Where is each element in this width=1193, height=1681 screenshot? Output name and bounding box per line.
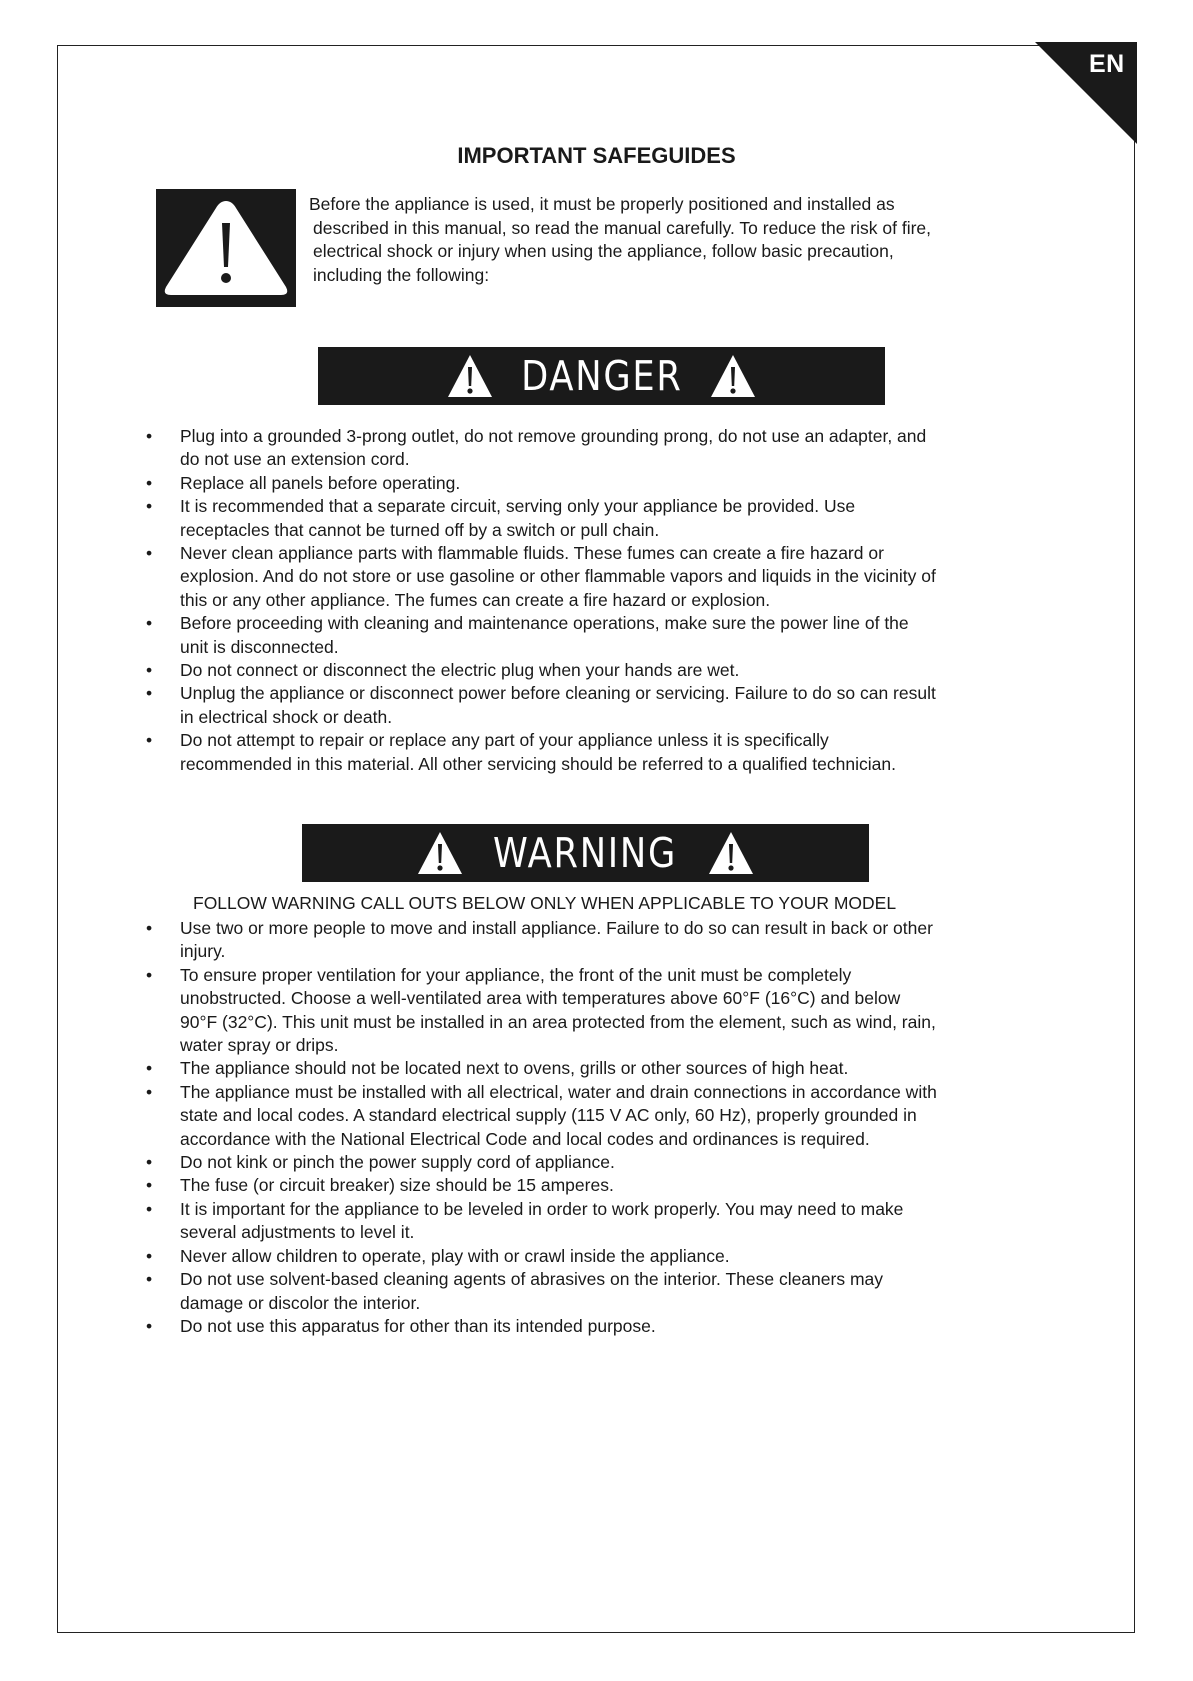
item-line: Replace all panels before operating.: [180, 472, 461, 493]
bullet: •: [146, 660, 153, 681]
list-item: [146, 917, 937, 964]
warning-triangle-icon: [709, 353, 757, 399]
bullet: •: [146, 496, 153, 517]
item-line: Unplug the appliance or disconnect power before cleaning or servicing. Failure to do so can result: [180, 683, 936, 704]
warning-banner: [302, 824, 869, 882]
warning-label: WARNING: [493, 829, 678, 877]
list-item: [146, 729, 936, 776]
page-title: IMPORTANT SAFEGUIDES: [457, 143, 736, 168]
bullet: •: [146, 1245, 153, 1266]
intro-line: electrical shock or injury when using the appliance, follow basic precaution,: [313, 241, 894, 261]
bullet: •: [146, 1152, 153, 1173]
caution-icon: [156, 189, 296, 307]
bullet: •: [146, 1198, 153, 1219]
list-item: [146, 682, 936, 729]
item-line: Never clean appliance parts with flammable fluids. These fumes can create a fire hazard or: [180, 543, 884, 564]
list-item: [146, 964, 937, 1058]
list-item: [146, 1081, 937, 1151]
bullet: •: [146, 1058, 153, 1079]
warning-subheading: FOLLOW WARNING CALL OUTS BELOW ONLY WHEN APPLICABLE TO YOUR MODEL: [193, 893, 897, 913]
list-item: [146, 1198, 937, 1245]
danger-list: [146, 425, 936, 776]
list-item: [146, 659, 936, 682]
bullet: •: [146, 613, 153, 634]
list-item: [146, 425, 936, 472]
intro-line: including the following:: [313, 264, 490, 285]
intro-line: Before the appliance is used, it must be properly positioned and installed as: [309, 194, 895, 214]
warning-triangle-icon: [446, 353, 494, 399]
item-line: accordance with the National Electrical Code and local codes and ordinances is required.: [180, 1128, 870, 1149]
danger-label: DANGER: [520, 352, 683, 400]
item-line: damage or discolor the interior.: [180, 1292, 421, 1313]
list-item: [146, 1315, 937, 1338]
item-line: The fuse (or circuit breaker) size should be 15 amperes.: [180, 1175, 614, 1196]
item-line: receptacles that cannot be turned off by a switch or pull chain.: [180, 519, 660, 540]
list-item: [146, 472, 936, 495]
bullet: •: [146, 964, 153, 985]
bullet: •: [146, 543, 153, 564]
item-line: Use two or more people to move and install appliance. Failure to do so can result in back or other: [180, 918, 933, 938]
list-item: [146, 1268, 937, 1315]
item-line: Plug into a grounded 3-prong outlet, do not remove grounding prong, do not use an adapter, and: [180, 426, 927, 446]
item-line: several adjustments to level it.: [180, 1222, 415, 1243]
warning-triangle-icon: [416, 830, 464, 876]
bullet: •: [146, 1269, 153, 1290]
bullet: •: [146, 472, 153, 493]
list-item: [146, 495, 936, 542]
list-item: [146, 1174, 937, 1197]
item-line: do not use an extension cord.: [180, 449, 410, 470]
item-line: unit is disconnected.: [180, 636, 339, 657]
bullet: •: [146, 918, 153, 938]
language-label: EN: [1089, 50, 1125, 78]
item-line: Do not kink or pinch the power supply cord of appliance.: [180, 1152, 615, 1173]
bullet: •: [146, 730, 153, 751]
item-line: 90°F (32°C). This unit must be installed in an area protected from the element, such as wind, rain,: [180, 1011, 936, 1032]
item-line: Do not attempt to repair or replace any part of your appliance unless it is specifically: [180, 730, 829, 751]
list-item: [146, 612, 936, 659]
bullet: •: [146, 1175, 153, 1196]
warning-list: [146, 917, 937, 1338]
item-line: To ensure proper ventilation for your appliance, the front of the unit must be completely: [180, 964, 852, 985]
item-line: Do not use solvent-based cleaning agents of abrasives on the interior. These cleaners may: [180, 1269, 884, 1290]
list-item: [146, 1057, 937, 1080]
intro-paragraph: [309, 193, 1039, 287]
item-line: unobstructed. Choose a well-ventilated area with temperatures above 60°F (16°C) and below: [180, 988, 901, 1009]
warning-triangle-icon: [707, 830, 755, 876]
list-item: [146, 542, 936, 612]
item-line: this or any other appliance. The fumes can create a fire hazard or explosion.: [180, 589, 771, 610]
item-line: The appliance must be installed with all electrical, water and drain connections in accordance with: [180, 1081, 937, 1102]
item-line: state and local codes. A standard electrical supply (115 V AC only, 60 Hz), properly grounded in: [180, 1105, 917, 1126]
item-line: injury.: [180, 941, 226, 962]
danger-banner: [318, 347, 885, 405]
list-item: [146, 1245, 937, 1268]
item-line: The appliance should not be located next to ovens, grills or other sources of high heat.: [180, 1058, 849, 1079]
bullet: •: [146, 683, 153, 704]
item-line: water spray or drips.: [180, 1035, 339, 1056]
item-line: It is recommended that a separate circuit, serving only your appliance be provided. Use: [180, 496, 856, 517]
bullet: •: [146, 1315, 153, 1336]
item-line: in electrical shock or death.: [180, 706, 393, 727]
item-line: Never allow children to operate, play with or crawl inside the appliance.: [180, 1245, 730, 1266]
item-line: It is important for the appliance to be leveled in order to work properly. You may need to make: [180, 1198, 904, 1219]
item-line: recommended in this material. All other servicing should be referred to a qualified technician.: [180, 753, 896, 774]
intro-line: described in this manual, so read the manual carefully. To reduce the risk of fire,: [313, 217, 932, 238]
list-item: [146, 1151, 937, 1174]
bullet: •: [146, 1081, 153, 1102]
item-line: Do not connect or disconnect the electric plug when your hands are wet.: [180, 660, 740, 681]
item-line: Before proceeding with cleaning and maintenance operations, make sure the power line of the: [180, 613, 909, 634]
item-line: Do not use this apparatus for other than its intended purpose.: [180, 1315, 656, 1336]
bullet: •: [146, 426, 153, 446]
item-line: explosion. And do not store or use gasoline or other flammable vapors and liquids in the vicinity of: [180, 566, 936, 587]
